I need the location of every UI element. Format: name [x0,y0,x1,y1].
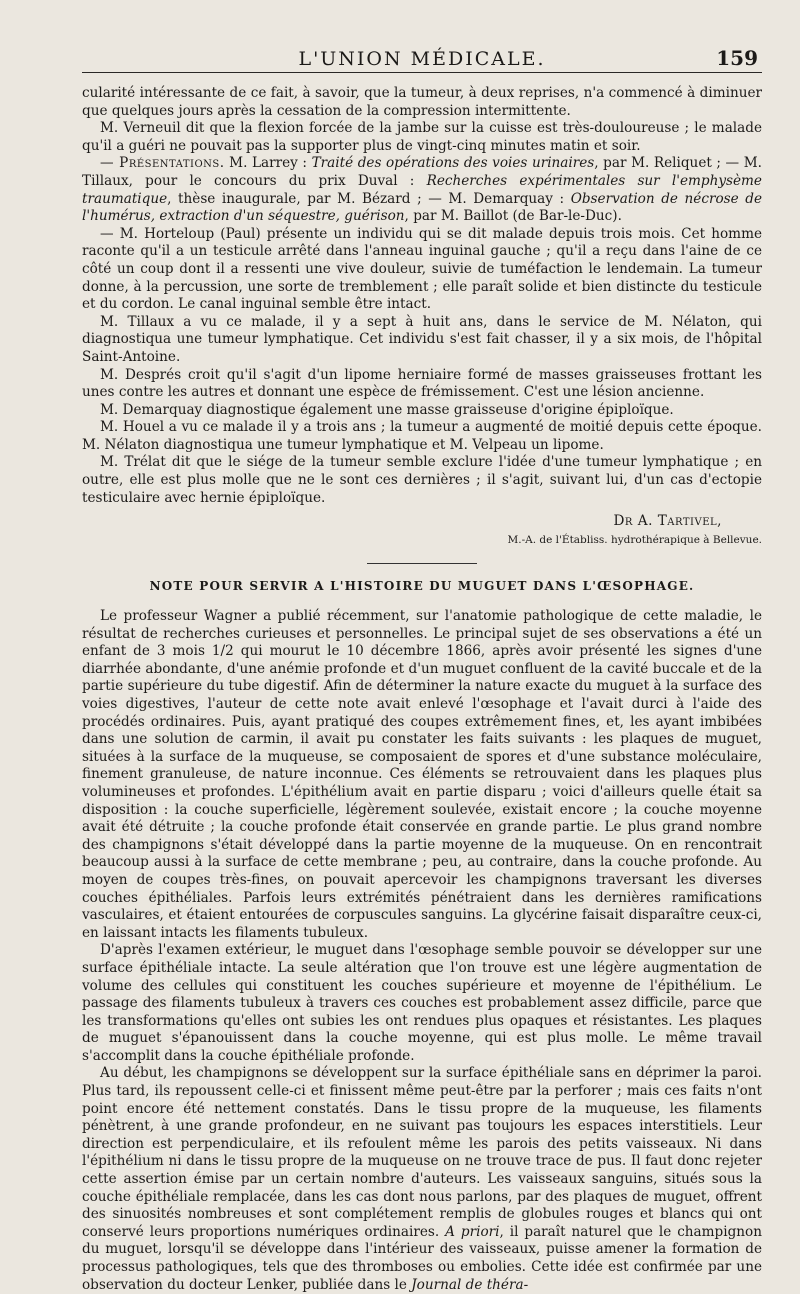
paragraph-verneuil: M. Verneuil dit que la flexion forcée de la jambe sur la cuisse est très-douloureuse ; le malade qu'il a guéri ne pouvait pas la supporter plus de vingt-cinq minutes matin et soir. [82,120,762,154]
signature-block [82,513,762,549]
paragraph-examen: D'après l'examen extérieur, le muguet dans l'œsophage semble pouvoir se développer sur une surface épithéliale intacte. La seule altération que l'on trouve est une légère augmentation de volume des cellules qui constituent les couches supérieure et moyenne de l'épithélium. Le passage des filaments tubuleux à travers ces couches est probablement assez difficile, parce que les transformations qu'elles ont subies les ont rendues plus opaques et résistantes. Les plaques de muguet s'épanouissent dans la couche moyenne, qui est plus molle. Le même travail s'accomplit dans la couche épithéliale profonde. [82,942,762,1064]
book-title: Observation de nécrose de l'humérus, extraction d'un séquestre, guérison [82,190,762,225]
journal-title: L'UNION MÉDICALE. [298,48,546,70]
author-signature: Dr A. Tartivel, [613,513,722,530]
paragraph-presentations [82,155,762,225]
paragraph-despres: M. Després croit qu'il s'agit d'un lipome herniaire formé de masses graisseuses frottant les unes contre les autres et donnant une espèce de frémissement. C'est une lésion ancienne. [82,366,762,401]
text-run: , il paraît naturel que le champignon du muguet, lorsqu'il se développe dans l'intérieur des vaisseaux, puisse amener la formation de processus pathologiques, tels que des thromboses ou embolies. Cette idée est confirmée par une observation du docteur Lenker, publiée dans le [82,1223,762,1293]
paragraph-houel: M. Houel a vu ce malade il y a trois ans ; la tumeur a augmenté de moitié depuis cette époque. M. Nélaton diagnostiqua une tumeur lymphatique et M. Velpeau un lipome. [82,419,762,453]
text-run: , par M. Baillot (de Bar-le-Duc). [404,208,622,225]
text-run: M. Larrey : [224,155,312,172]
page-number: 159 [716,46,758,70]
paragraph-tillaux: M. Tillaux a vu ce malade, il y a sept à huit ans, dans le service de M. Nélaton, qui diagnostiqua une tumeur lymphatique. Cet individu s'est fait chasser, il y a six mois, de l'hôpital Saint-Antoine. [82,313,762,365]
text-run: , par M. Reliquet ; — M. Tillaux, pour le concours du prix Duval : [82,155,762,189]
paragraph-trelat: M. Trélat dit que le siége de la tumeur semble exclure l'idée d'une tumeur lymphatique ; en outre, elle est plus molle que ne le sont ces dernières ; il s'agit, suivant lui, d'un cas d'ectopie testiculaire avec hernie épiploïque. [82,454,762,506]
text-run: , thèse inaugurale, par M. Bézard ; — M. Demarquay : [167,190,571,207]
book-title: Recherches expérimentales sur l'emphysème traumatique [82,172,762,207]
paragraph-demarquay: M. Demarquay diagnostique également une masse graisseuse d'origine épiploïque. [100,401,674,418]
journal-reference: Journal de théra- [411,1276,529,1293]
author-affiliation: M.-A. de l'Établiss. hydrothérapique à Bellevue. [507,533,762,546]
italic-phrase: A priori [445,1223,500,1240]
section-divider [367,563,477,564]
book-title: Traité des opérations des voies urinaires [311,155,595,172]
paragraph-horteloup: — M. Horteloup (Paul) présente un individu qui se dit malade depuis trois mois. Cet homme raconte qu'il a un testicule arrêté dans l'anneau inguinal gauche ; qu'il a reçu dans l'aine de ce côté un coup dont il a ressenti une vive douleur, suivie de tuméfaction le lendemain. La tumeur donne, à la percussion, une sorte de tremblement ; elle paraît solide et bien distincte du testicule et du cordon. Le canal inguinal semble être intact. [82,225,762,313]
text-run: Au début, les champignons se développent sur la surface épithéliale sans en déprimer la paroi. Plus tard, ils repoussent celle-ci et finissent même peut-être par la perforer ; mais ces faits n'ont point encore été nettement constatés. Dans le tissu propre de la muqueuse, les filaments pénètrent, à une grande profondeur, en ne suivant pas toujours les espaces interstitiels. Leur direction est perpendiculaire, et ils refoulent même les parois des petits vaisseaux. Ni dans l'épithélium ni dans le tissu propre de la muqueuse on ne trouve trace de pus. Il faut donc rejeter cette assertion émise par un certain nombre d'auteurs. Les vaisseaux sanguins, situés sous la couche épithéliale remplacée, dans les cas dont nous parlons, par des plaques de muguet, offrent des sinuosités nombreuses et sont complétement remplis de globules rouges et blancs qui ont conservé leurs proportions numériques ordinaires. [82,1065,762,1240]
running-header [82,42,762,73]
paragraph-continuation: cularité intéressante de ce fait, à savoir, que la tumeur, à deux reprises, n'a commencé à diminuer que quelques jours après la cessation de la compression intermittente. [82,85,762,119]
section-title: NOTE POUR SERVIR A L'HISTOIRE DU MUGUET DANS L'ŒSOPHAGE. [149,579,695,594]
presentations-label: — Présentations. [100,155,225,172]
paragraph-debut [82,1065,762,1294]
paragraph-wagner: Le professeur Wagner a publié récemment, sur l'anatomie pathologique de cette maladie, le résultat de recherches curieuses et personnelles. Le principal sujet de ses observations a été un enfant de 3 mois 1/2 qui mourut le 10 décembre 1866, après avoir présenté les signes d'une diarrhée abondante, d'une anémie profonde et d'un muguet confluent de la cavité buccale et de la partie supérieure du tube digestif. Afin de déterminer la nature exacte du muguet à la surface des voies digestives, l'auteur de cette note avait enlevé l'œsophage et l'avait durci à l'aide des procédés ordinaires. Puis, ayant pratiqué des coupes extrêmement fines, et, les ayant imbibées dans une solution de carmin, il avait pu constater les faits suivants : les plaques de muguet, situées à la surface de la muqueuse, se composaient de spores et d'une substance moléculaire, finement granuleuse, de nature inconnue. Ces éléments se retrouvaient dans les plaques plus volumineuses et profondes. L'épithélium avait en partie disparu ; voici d'ailleurs quelle était sa disposition : la couche superficielle, légèrement soulevée, existait encore ; la couche moyenne avait été détruite ; la couche profonde était conservée en grande partie. Le plus grand nombre des champignons s'était développé dans la partie moyenne de la muqueuse. On en rencontrait beaucoup aussi à la surface de cette membrane ; peu, au contraire, dans la couche profonde. Au moyen de coupes très-fines, on pouvait apercevoir les champignons traversant les diverses couches épithéliales. Parfois leurs extrémités pénétraient dans les dernières ramifications vasculaires, et étaient entourées de corpuscules sanguins. La glycérine faisait disparaître ceux-ci, en laissant intacts les filaments tubuleux. [82,608,762,941]
article-body [82,85,762,1294]
